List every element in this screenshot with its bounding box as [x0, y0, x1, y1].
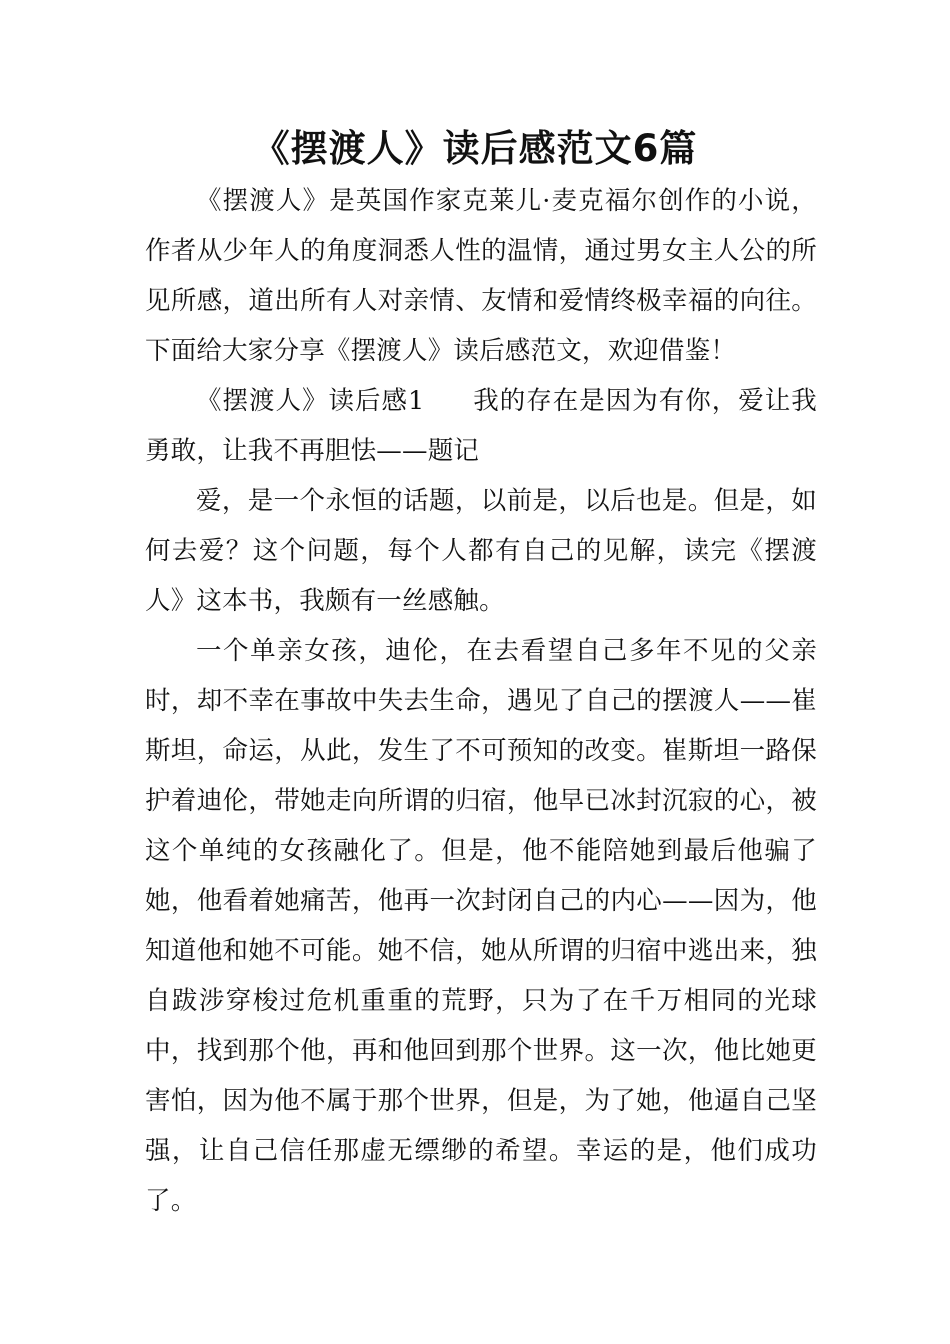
body-paragraph-story: 一个单亲女孩，迪伦，在去看望自己多年不见的父亲时，却不幸在事故中失去生命，遇见了自己的摆渡人——崔斯坦，命运，从此，发生了不可预知的改变。崔斯坦一路保护着迪伦，带她走向所谓的归宿，他早已冰封沉寂的心，被这个单纯的女孩融化了。但是，他不能陪她到最后他骗了她，他看着她痛苦，他再一次封闭自己的内心——因为，他知道他和她不可能。她不信，她从所谓的归宿中逃出来，独自跋涉穿梭过危机重重的荒野，只为了在千万相同的光球中，找到那个他，再和他回到那个世界。这一次，他比她更害怕，因为他不属于那个世界，但是，为了她，他逼自己坚强，让自己信任那虚无缥缈的希望。幸运的是，他们成功了。 [145, 636, 817, 1216]
section-first-paragraph [145, 376, 817, 476]
document-title: 《摆渡人》读后感范文6篇 [252, 127, 698, 170]
section-heading: 《摆渡人》读后感1 [196, 386, 425, 416]
body-paragraph-love: 爱，是一个永恒的话题，以前是，以后也是。但是，如何去爱？这个问题，每个人都有自己的见解，读完《摆渡人》这本书，我颇有一丝感触。 [145, 486, 817, 616]
intro-paragraph: 《摆渡人》是英国作家克莱儿·麦克福尔创作的小说，作者从少年人的角度洞悉人性的温情，通过男女主人公的所见所感，道出所有人对亲情、友情和爱情终极幸福的向往。下面给大家分享《摆渡人》读后感范文，欢迎借鉴！ [145, 186, 817, 366]
document-body [145, 176, 817, 1226]
epigraph-text: 我的存在是因为有你，爱让我勇敢，让我不再胆怯——题记 [145, 386, 817, 466]
